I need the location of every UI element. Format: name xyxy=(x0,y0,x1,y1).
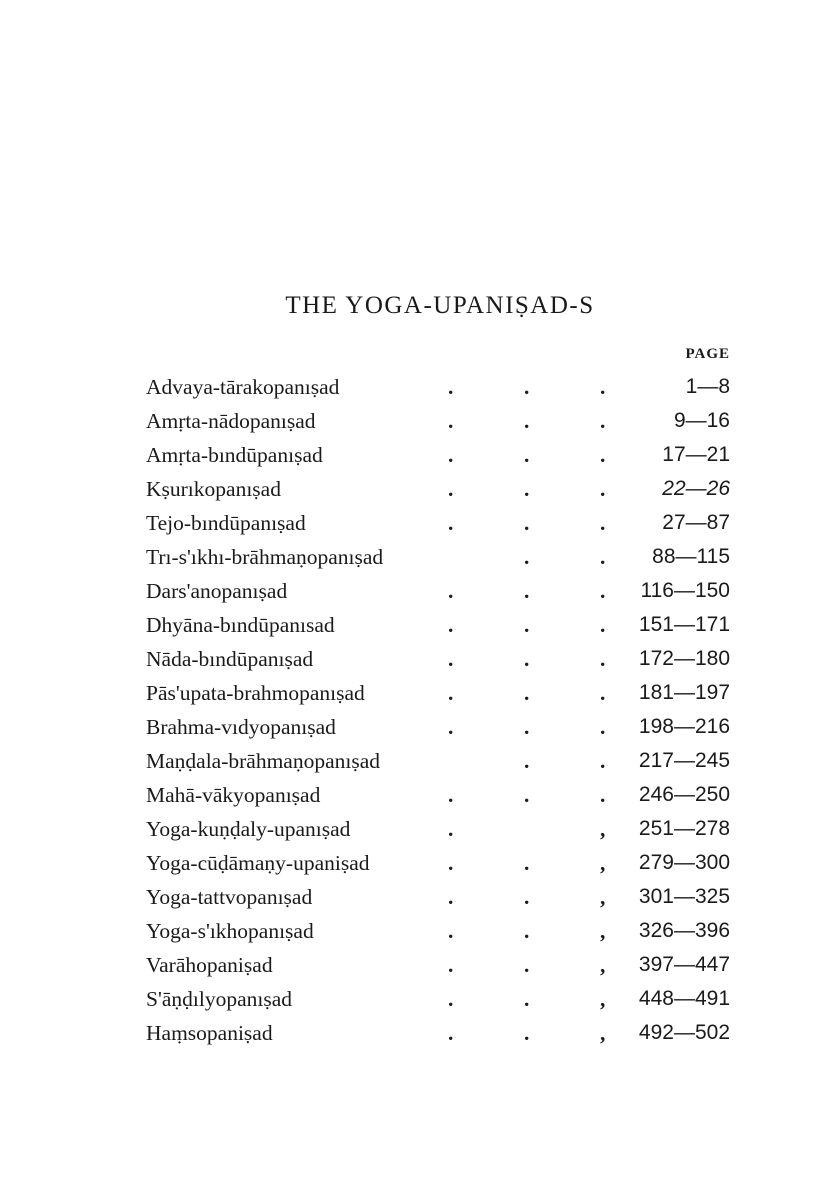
toc-entry-pages: 397—447 xyxy=(638,953,730,976)
toc-entry-title: Kṣurıkopanıṣad xyxy=(146,477,281,501)
toc-entry-pages: 326—396 xyxy=(638,919,730,942)
toc-entry: Dars'anopanıṣad . . . 116—150 xyxy=(146,574,736,608)
toc-entry: Yoga-tattvopanıṣad . . , 301—325 xyxy=(146,880,736,914)
toc-entry: Amṛta-nādopanıṣad . . . 9—16 xyxy=(146,404,736,438)
toc-entry-title: Yoga-s'ıkhopanıṣad xyxy=(146,919,314,943)
toc-entry: Dhyāna-bındūpanısad . . . 151—171 xyxy=(146,608,736,642)
page-title: THE YOGA-UPANIṢAD-S xyxy=(285,292,595,319)
toc-entry-pages: 448—491 xyxy=(638,987,730,1010)
toc-entry: Varāhopaniṣad . . , 397—447 xyxy=(146,948,736,982)
toc-entry-title: Dhyāna-bındūpanısad xyxy=(146,613,335,637)
toc-entry: Yoga-cūḍāmaṇy-upaniṣad . . , 279—300 xyxy=(146,846,736,880)
toc-entry-pages: 88—115 xyxy=(652,545,730,568)
toc-entry-pages: 492—502 xyxy=(638,1021,730,1044)
toc-entry-pages: 251—278 xyxy=(638,817,730,840)
toc-entry: Amṛta-bındūpanıṣad . . . 17—21 xyxy=(146,438,736,472)
toc-entry: Trı-s'ıkhı-brāhmaṇopanıṣad . . 88—115 xyxy=(146,540,736,574)
toc-entry: S'āṇḍılyopanıṣad . . , 448—491 xyxy=(146,982,736,1016)
toc-entry-pages: 151—171 xyxy=(638,613,730,636)
toc-entry-pages: 22—26 xyxy=(662,477,730,500)
toc-entry-pages: 217—245 xyxy=(638,749,730,772)
toc-entry-title: Pās'upata-brahmopanıṣad xyxy=(146,681,365,705)
toc-entry-title: Amṛta-nādopanıṣad xyxy=(146,409,316,433)
toc-entry-title: S'āṇḍılyopanıṣad xyxy=(146,987,292,1011)
toc-entry: Brahma-vıdyopanıṣad . . . 198—216 xyxy=(146,710,736,744)
toc-entry-pages: 17—21 xyxy=(662,443,730,466)
page-column-header: PAGE xyxy=(685,346,730,362)
toc-entry-title: Tejo-bındūpanıṣad xyxy=(146,511,306,535)
toc-entry: Maṇḍala-brāhmaṇopanıṣad . . 217—245 xyxy=(146,744,736,778)
toc-entry-title: Brahma-vıdyopanıṣad xyxy=(146,715,336,739)
toc-entry: Advaya-tārakopanıṣad . . . 1—8 xyxy=(146,370,736,404)
toc-entry-pages: 116—150 xyxy=(640,579,730,602)
toc-entry-title: Maṇḍala-brāhmaṇopanıṣad xyxy=(146,749,381,773)
toc-entry-pages: 181—197 xyxy=(638,681,730,704)
toc-entry-pages: 27—87 xyxy=(662,511,730,534)
toc-entry: Mahā-vākyopanıṣad . . . 246—250 xyxy=(146,778,736,812)
toc-entry: Yoga-kuṇḍaly-upanıṣad . , 251—278 xyxy=(146,812,736,846)
toc-entry-title: Dars'anopanıṣad xyxy=(146,579,288,603)
toc-entry-title: Amṛta-bındūpanıṣad xyxy=(146,443,323,467)
toc-entry-pages: 279—300 xyxy=(638,851,730,874)
toc-entry: Tejo-bındūpanıṣad . . . 27—87 xyxy=(146,506,736,540)
toc-entry-title: Nāda-bındūpanıṣad xyxy=(146,647,314,671)
toc-entry-title: Advaya-tārakopanıṣad xyxy=(146,375,340,399)
toc-entry-pages: 9—16 xyxy=(673,409,730,432)
table-of-contents xyxy=(146,370,736,1050)
toc-entry-title: Yoga-cūḍāmaṇy-upaniṣad xyxy=(146,851,370,875)
toc-entry-pages: 301—325 xyxy=(638,885,730,908)
toc-entry-pages: 198—216 xyxy=(638,715,730,738)
toc-entry-title: Yoga-kuṇḍaly-upanıṣad xyxy=(146,817,351,841)
toc-entry: Yoga-s'ıkhopanıṣad . . , 326—396 xyxy=(146,914,736,948)
toc-entry-title: Trı-s'ıkhı-brāhmaṇopanıṣad xyxy=(146,545,384,569)
toc-entry-pages: 172—180 xyxy=(638,647,730,670)
toc-entry-pages: 246—250 xyxy=(638,783,730,806)
toc-entry-title: Varāhopaniṣad xyxy=(146,953,273,977)
toc-entry-title: Haṃsopaniṣad xyxy=(146,1021,273,1045)
toc-entry-title: Mahā-vākyopanıṣad xyxy=(146,783,321,807)
toc-entry: Haṃsopaniṣad . . , 492—502 xyxy=(146,1016,736,1050)
toc-entry: Kṣurıkopanıṣad . . . 22—26 xyxy=(146,472,736,506)
toc-entry-pages: 1—8 xyxy=(685,375,730,398)
toc-entry-title: Yoga-tattvopanıṣad xyxy=(146,885,313,909)
toc-entry: Nāda-bındūpanıṣad . . . 172—180 xyxy=(146,642,736,676)
toc-entry: Pās'upata-brahmopanıṣad . . . 181—197 xyxy=(146,676,736,710)
